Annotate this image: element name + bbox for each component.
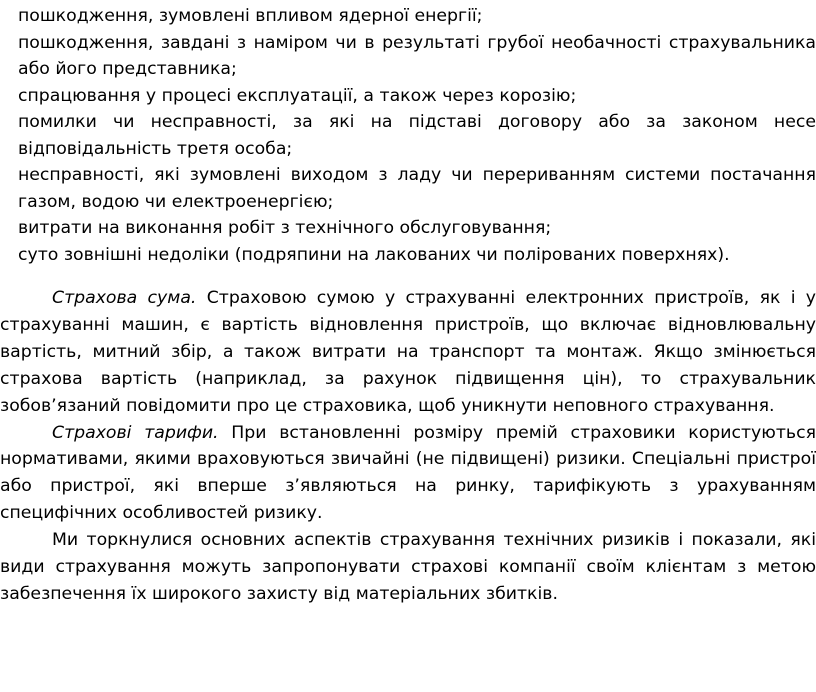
list-item: витрати на виконання робіт з технічного обслуговування; (18, 218, 552, 238)
list-item: пошкодження, завдані з наміром чи в результаті грубої необачності страхувальника або його представника; (18, 32, 816, 79)
paragraph-text: При встановленні розміру премій страховики користуються нормативами, якими враховуються звичайні (не підвищені) ризики. Спеціальні пристрої або пристрої, які вперше з’являються на ринку, тарифікують з урахуванням специфічних особливостей ризику. (0, 422, 816, 524)
paragraph-lead: Страхові тарифи. (52, 422, 219, 443)
paragraph-sum-insured (0, 285, 816, 420)
paragraph-text: Ми торкнулися основних аспектів страхування технічних ризиків і показали, які види страхування можуть запропонувати страхові компанії своїм клієнтам з метою забезпечення їх широкого захисту від матеріальних збитків. (0, 530, 816, 604)
list-item: помилки чи несправності, за які на підставі договору або за законом несе відповідальність третя особа; (18, 112, 816, 159)
body-text (0, 285, 816, 608)
exclusions-list (18, 3, 816, 268)
list-item: суто зовнішні недоліки (подряпини на лакованих чи полірованих поверхнях). (18, 244, 730, 265)
paragraph-tariffs (0, 420, 816, 528)
list-item: спрацювання у процесі експлуатації, а також через корозію; (18, 85, 577, 106)
paragraph-lead: Страхова сума. (52, 288, 197, 308)
list-item: несправності, які зумовлені виходом з ладу чи перериванням системи постачання газом, водою чи електроенергією; (18, 165, 816, 212)
paragraph-text: Страховою сумою у страхуванні електронних пристроїв, як і у страхуванні машин, є вартість відновлення пристроїв, що включає відновлювальну вартість, митний збір, а також витрати на транспорт та монтаж. Якщо змінюється страхова вартість (наприклад, за рахунок підвищення цін), то страхувальник зобов’язаний повідомити про це страховика, щоб уникнути неповного страхування. (0, 288, 816, 416)
list-item: пошкодження, зумовлені впливом ядерної енергії; (18, 6, 483, 26)
paragraph-conclusion (0, 527, 816, 608)
